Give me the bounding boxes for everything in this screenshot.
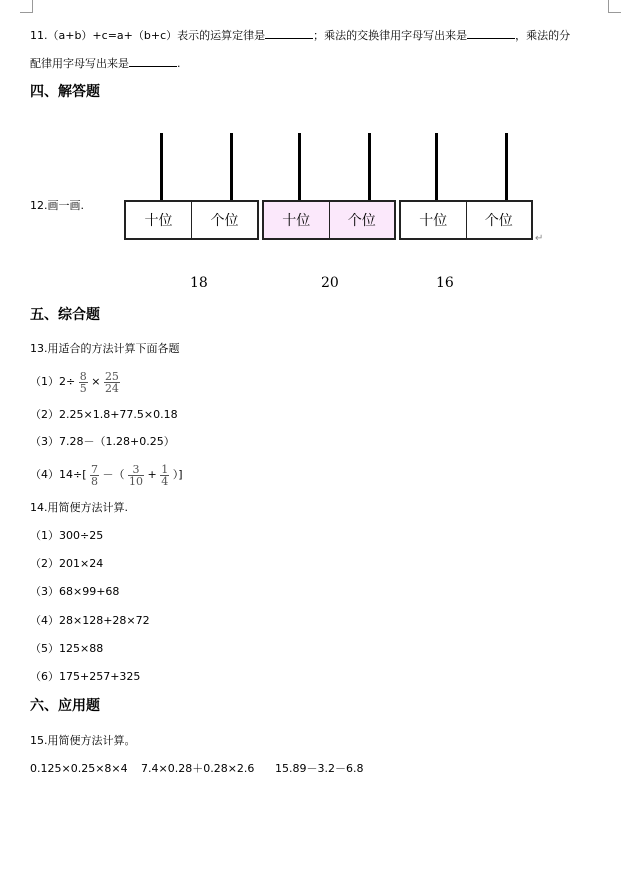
fraction-denominator: 4: [161, 474, 169, 488]
paragraph-return-mark: ↵: [535, 233, 544, 244]
question-14-item: （6）175+257+325: [30, 670, 141, 683]
q13-p4-prefix: （4）14÷[: [30, 468, 87, 481]
fraction-numerator: 7: [91, 462, 99, 476]
answer-blank-3[interactable]: [129, 55, 177, 67]
question-14-item: （3）68×99+68: [30, 585, 120, 598]
q11-text-end: .: [177, 57, 181, 70]
question-14-item: （1）300÷25: [30, 529, 104, 542]
fraction-denominator: 10: [129, 474, 144, 488]
page-corner-mark-right: [608, 0, 621, 13]
q11-text-d: 配律用字母写出来是: [30, 57, 129, 70]
abacus-1-tens-rod: [160, 133, 163, 201]
abacus-3-tens-rod: [435, 133, 438, 201]
abacus-3-ones-label: 个位: [484, 213, 513, 229]
fraction-numerator: 25: [104, 369, 119, 383]
question-13-part-1: [30, 369, 120, 395]
q13-p4-minus: －（: [102, 468, 125, 481]
fraction-3-10: [128, 464, 144, 487]
fraction-1-4: [160, 464, 169, 487]
fraction-7-8: [90, 464, 99, 487]
question-13-part-3: （3）7.28－（1.28+0.25）: [30, 435, 175, 448]
abacus-2-place-box: [262, 200, 396, 240]
question-14-item: （2）201×24: [30, 557, 104, 570]
abacus-1-ones-rod: [230, 133, 233, 201]
fraction-denominator: 5: [79, 381, 87, 395]
question-13-part-2: （2）2.25×1.8+77.5×0.18: [30, 408, 178, 421]
abacus-3-number: 16: [436, 275, 454, 291]
question-14-item: （5）125×88: [30, 642, 104, 655]
answer-blank-2[interactable]: [467, 27, 515, 39]
abacus-3-place-box: [399, 200, 533, 240]
question-12-label: 12.画一画.: [30, 199, 84, 212]
question-14-title: 14.用简便方法计算.: [30, 501, 128, 514]
abacus-3-tens-label: 十位: [401, 202, 467, 238]
fraction-numerator: 1: [161, 462, 169, 476]
abacus-2-tens-label: 十位: [264, 202, 330, 238]
abacus-2-ones-rod: [368, 133, 371, 201]
fraction-8-5: [79, 371, 88, 394]
abacus-2-number: 20: [321, 275, 339, 291]
abacus-1-ones-label: 个位: [210, 213, 239, 229]
question-13-part-4: [30, 462, 183, 488]
abacus-1-tens-label: 十位: [126, 202, 192, 238]
fraction-denominator: 24: [104, 381, 119, 395]
section-4-heading: 四、解答题: [30, 84, 100, 100]
question-15-expr-1: 0.125×0.25×8×4: [30, 762, 128, 775]
question-15-expr-2: 7.4×0.28＋0.28×2.6: [141, 762, 255, 775]
question-14-item: （4）28×128+28×72: [30, 614, 150, 627]
abacus-1-place-box: [124, 200, 259, 240]
abacus-3-ones-rod: [505, 133, 508, 201]
times-sign: ×: [91, 375, 101, 388]
abacus-2-tens-rod: [298, 133, 301, 201]
abacus-2-ones-label: 个位: [347, 213, 376, 229]
plus-sign: +: [147, 468, 157, 481]
q11-text-b: ；乘法的交换律用字母写出来是: [313, 29, 468, 42]
section-6-heading: 六、应用题: [30, 698, 100, 714]
question-11-line2: [30, 55, 181, 71]
q11-text-c: ，乘法的分: [515, 29, 571, 42]
q13-p4-suffix: ）]: [172, 468, 183, 481]
fraction-25-24: [104, 371, 120, 394]
abacus-1-number: 18: [190, 275, 208, 291]
q13-p1-prefix: （1）2÷: [30, 375, 76, 388]
fraction-numerator: 8: [79, 369, 87, 383]
question-11-line1: [30, 27, 570, 43]
fraction-numerator: 3: [128, 464, 144, 476]
section-5-heading: 五、综合题: [30, 307, 100, 323]
question-13-title: 13.用适合的方法计算下面各题: [30, 342, 180, 355]
question-15-expr-3: 15.89－3.2－6.8: [275, 762, 364, 775]
fraction-denominator: 8: [91, 474, 99, 488]
q11-text-a: 11.（a+b）+c=a+（b+c）表示的运算定律是: [30, 29, 266, 42]
page-corner-mark-left: [20, 0, 33, 13]
question-15-title: 15.用简便方法计算。: [30, 734, 136, 747]
answer-blank-1[interactable]: [265, 27, 313, 39]
